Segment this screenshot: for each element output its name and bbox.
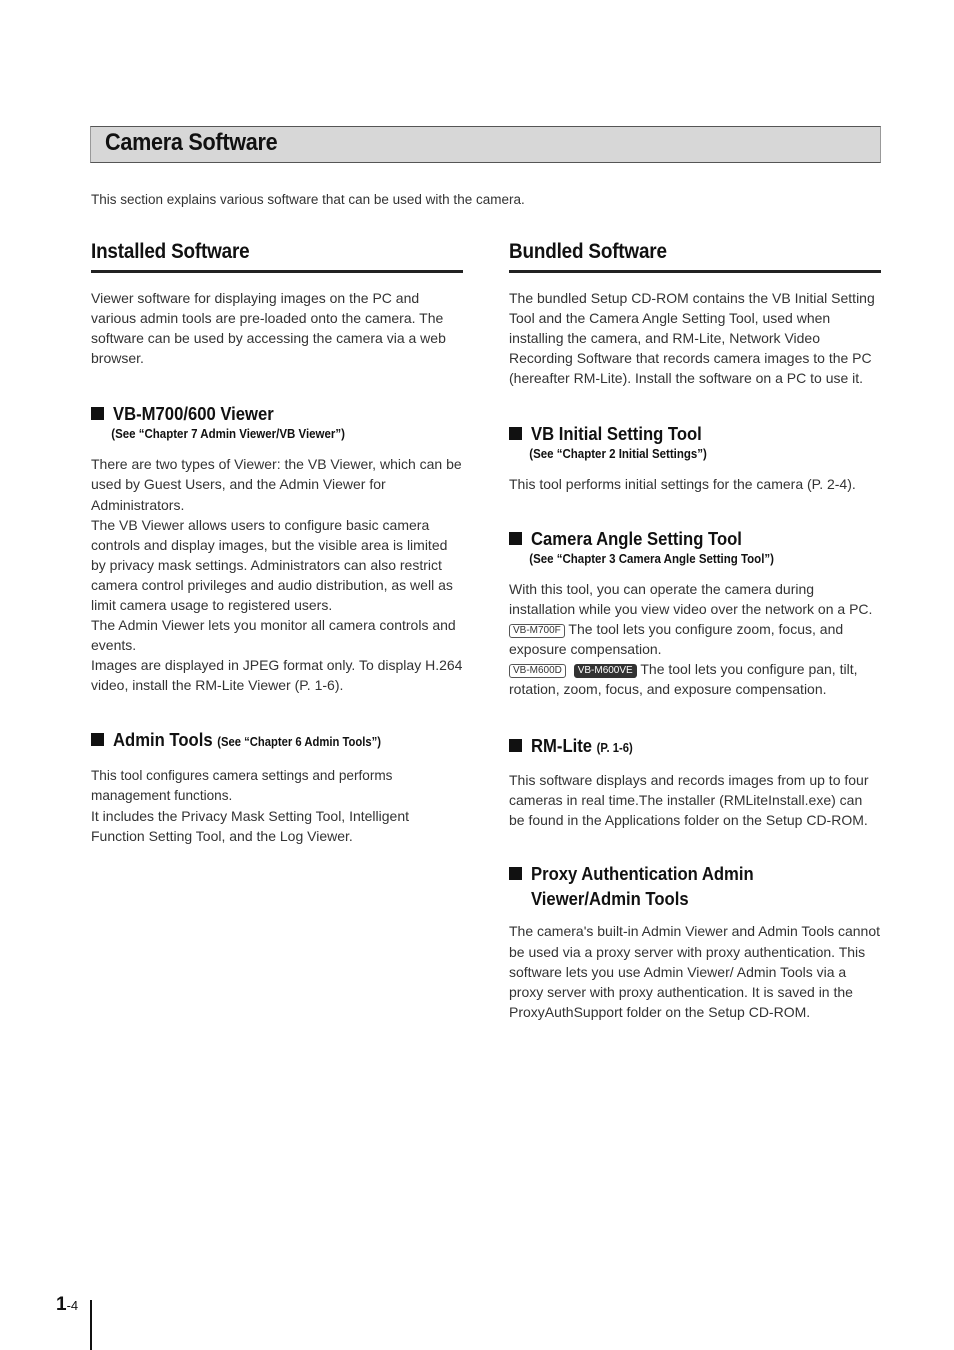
- camera-angle-reference: (See “Chapter 3 Camera Angle Setting Tool”): [529, 551, 774, 566]
- square-bullet-icon: [91, 407, 104, 420]
- bundled-software-body: The bundled Setup CD-ROM contains the VB Initial Setting Tool and the Camera Angle Setting Tool, used when installing the camera, and RM-Lite, Network Video Recording Software that records camera images to the PC (hereafter RM-Lite). Install the software on a PC to use it.: [509, 290, 875, 387]
- page-number-rule: [90, 1300, 92, 1350]
- viewer-paragraph-2: The VB Viewer allows users to configure basic camera controls and display images, but the visible area is limited by privacy mask settings. Administrators can also restrict camera control privileges and audio distribution, as well as limit camera usage to registered users.: [91, 516, 453, 614]
- initial-setting-section: [509, 421, 881, 494]
- admin-tools-section: [91, 727, 463, 846]
- rm-lite-paragraph: This software displays and records images from up to four cameras in real time.The installer (RMLiteInstall.exe) can be found in the Applications folder on the Setup CD-ROM.: [509, 772, 869, 829]
- square-bullet-icon: [509, 532, 522, 545]
- admin-tools-paragraph-2: It includes the Privacy Mask Setting Tool, Intelligent Function Setting Tool, and the Log Viewer.: [91, 807, 410, 844]
- viewer-reference: (See “Chapter 7 Admin Viewer/VB Viewer”): [111, 427, 345, 442]
- viewer-paragraph-1: There are two types of Viewer: the VB Viewer, which can be used by Guest Users, and the Admin Viewer for Administrators.: [91, 456, 462, 513]
- initial-setting-heading: VB Initial Setting Tool: [509, 421, 881, 446]
- installed-software-body: Viewer software for displaying images on the PC and various admin tools are pre-loaded onto the camera. The software can be used by accessing the camera via a web browser.: [91, 290, 446, 367]
- camera-angle-heading: Camera Angle Setting Tool: [509, 526, 881, 551]
- viewer-paragraph-3: The Admin Viewer lets you monitor all camera controls and events.: [91, 617, 456, 654]
- page-number: 1-4: [56, 1294, 79, 1315]
- installed-software-column: [91, 240, 463, 846]
- square-bullet-icon: [509, 427, 522, 440]
- model-tag-vb-m700f: VB-M700F: [509, 624, 565, 638]
- intro-text: This section explains various software that can be used with the camera.: [91, 192, 525, 207]
- camera-angle-paragraph-2: VB-M700F The tool lets you configure zoom, focus, and exposure compensation.: [509, 620, 844, 657]
- admin-tools-paragraph-1: This tool configures camera settings and performs management functions.: [91, 767, 393, 803]
- bundled-software-column: [509, 240, 881, 1022]
- model-tag-vb-m600ve: VB-M600VE: [574, 664, 637, 678]
- bundled-software-heading: Bundled Software: [509, 240, 881, 273]
- initial-setting-reference: (See “Chapter 2 Initial Settings”): [529, 447, 707, 462]
- square-bullet-icon: [509, 739, 522, 752]
- viewer-heading: VB-M700/600 Viewer: [91, 401, 463, 426]
- viewer-section: [91, 401, 463, 695]
- initial-setting-paragraph: This tool performs initial settings for the camera (P. 2-4).: [509, 476, 856, 493]
- rm-lite-section: [509, 733, 881, 830]
- square-bullet-icon: [91, 733, 104, 746]
- square-bullet-icon: [509, 867, 522, 880]
- camera-angle-section: [509, 526, 881, 700]
- proxy-auth-heading: Proxy Authentication Admin Viewer/Admin Tools: [509, 861, 881, 911]
- page-title-bar: [90, 126, 881, 163]
- camera-angle-paragraph-3: VB-M600D VB-M600VE The tool lets you configure pan, tilt, rotation, zoom, focus, and exposure compensation.: [509, 660, 858, 698]
- admin-tools-heading: Admin Tools (See “Chapter 6 Admin Tools”): [91, 727, 463, 755]
- proxy-auth-section: [509, 861, 881, 1021]
- viewer-paragraph-4: Images are displayed in JPEG format only. To display H.264 video, install the RM-Lite Viewer (P. 1-6).: [91, 657, 463, 694]
- page-title: Camera Software: [105, 129, 278, 156]
- rm-lite-heading: RM-Lite (P. 1-6): [509, 733, 881, 761]
- proxy-auth-paragraph: The camera's built-in Admin Viewer and Admin Tools cannot be used via a proxy server with proxy authentication. This software lets you use Admin Viewer/ Admin Tools via a proxy server with proxy authentication. It is saved in the ProxyAuthSupport folder on the Setup CD-ROM.: [509, 923, 881, 1020]
- installed-software-heading: Installed Software: [91, 240, 463, 273]
- camera-angle-paragraph-1: With this tool, you can operate the camera during installation while you view video over the network on a PC.: [509, 580, 873, 617]
- model-tag-vb-m600d: VB-M600D: [509, 664, 566, 678]
